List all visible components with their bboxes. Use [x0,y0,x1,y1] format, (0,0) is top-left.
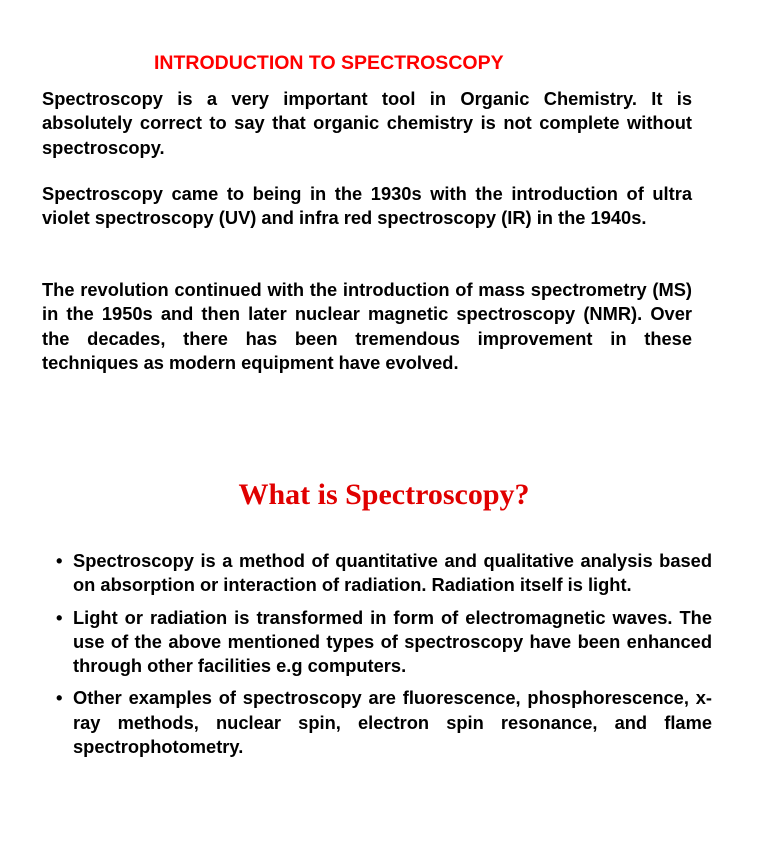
list-item [52,606,712,679]
intro-title: INTRODUCTION TO SPECTROSCOPY [154,52,504,74]
bullet-icon: • [56,687,63,709]
intro-paragraph: The revolution continued with the introduction of mass spectrometry (MS) in the 1950s and then later nuclear magnetic spectroscopy (NMR). Over the decades, there has been tremendous improvement in these techniques as modern equipment have evolved. [42,279,692,373]
bullet-text: Other examples of spectroscopy are fluorescence, phosphorescence, x-ray methods, nuclear spin, electron spin resonance, and flame spectrophotometry. [73,687,712,758]
section-title: What is Spectroscopy? [238,478,530,511]
bullet-icon: • [56,606,63,628]
list-item [52,686,712,759]
bullet-icon: • [56,550,63,571]
intro-paragraph: Spectroscopy came to being in the 1930s with the introduction of ultra violet spectroscopy (UV) and infra red spectroscopy (IR) in the 1940s. [42,183,692,229]
bullet-list [52,549,712,767]
bullet-text: Spectroscopy is a method of quantitative and qualitative analysis based on absorption or interaction of radiation. Radiation itself is light. [73,550,712,596]
bullet-text: Light or radiation is transformed in form of electromagnetic waves. The use of the above mentioned types of spectroscopy have been enhanced through other facilities e.g computers. [73,606,712,677]
list-item [52,549,712,598]
intro-paragraph: Spectroscopy is a very important tool in Organic Chemistry. It is absolutely correct to say that organic chemistry is not complete without spectroscopy. [42,88,692,158]
